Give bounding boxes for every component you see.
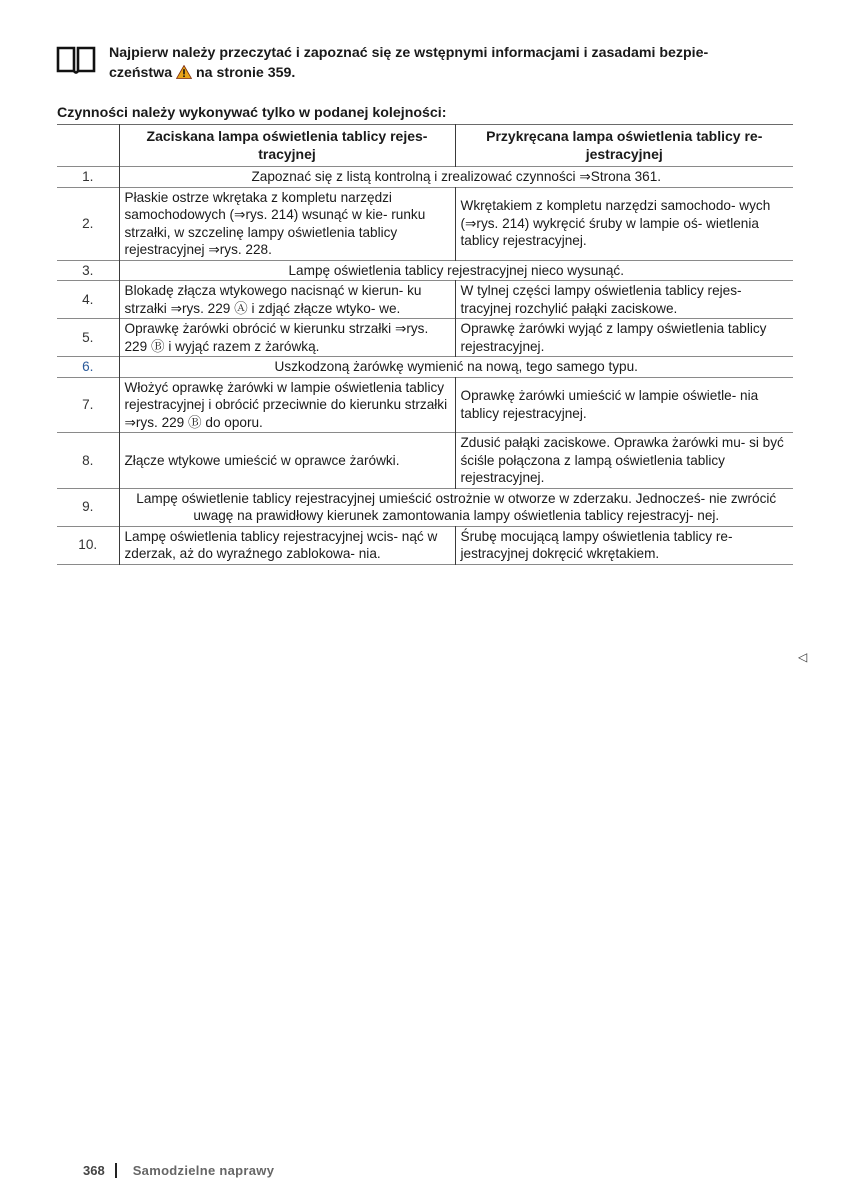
header-clamped-lamp: Zaciskana lampa oświetlenia tablicy rejes- tracyjnej xyxy=(119,125,455,167)
safety-notice xyxy=(55,43,795,83)
step-text-screwed: W tylnej części lampy oświetlenia tablicy rejes- tracyjnej rozchylić pałąki zaciskowe. xyxy=(455,281,793,319)
step-text-clamped: Złącze wtykowe umieścić w oprawce żarówki. xyxy=(119,433,455,489)
step-number: 7. xyxy=(82,397,94,412)
step-number: 6. xyxy=(82,359,94,374)
step-number: 10. xyxy=(78,537,98,553)
step-number: 2. xyxy=(82,215,94,231)
table-row xyxy=(57,187,793,260)
instruction-heading: Czynności należy wykonywać tylko w podanej kolejności: xyxy=(57,105,447,121)
notice-line-1: Najpierw należy przeczytać i zapoznać się ze wstępnymi informacjami i zasadami bezpie- xyxy=(109,45,709,61)
step-text-shared: Lampę oświetlenia tablicy rejestracyjnej nieco wysunąć. xyxy=(119,260,793,281)
warning-icon xyxy=(176,65,192,79)
footer-divider xyxy=(115,1163,117,1178)
table-row xyxy=(57,167,793,188)
step-number: 4. xyxy=(82,291,94,307)
step-text-screwed: Wkrętakiem z kompletu narzędzi samochodo- wych (⇒rys. 214) wykręcić śruby w lampie oś- wietlenia tablicy rejestracyjnej. xyxy=(455,187,793,260)
book-icon xyxy=(55,43,97,77)
table-header-row xyxy=(57,125,793,167)
table-row xyxy=(57,488,793,526)
steps-table xyxy=(57,124,793,565)
step-text-clamped: Blokadę złącza wtykowego nacisnąć w kierun- ku strzałki ⇒rys. 229 Ⓐ i zdjąć złącze wtyko- we. xyxy=(119,281,455,319)
step-number: 3. xyxy=(82,262,94,278)
step-text-shared: Uszkodzoną żarówkę wymienić na nową, tego samego typu. xyxy=(119,357,793,378)
notice-line-2-before: czeństwa xyxy=(109,65,173,81)
header-screwed-lamp: Przykręcana lampa oświetlenia tablicy re- jestracyjnej xyxy=(455,125,793,167)
step-text-shared: Lampę oświetlenie tablicy rejestracyjnej umieścić ostrożnie w otworze w zderzaku. Jednocześ- nie zwrócić uwagę na prawidłowy kierunek zamontowania lampy oświetlenia tablicy rejestracyj- nej. xyxy=(119,488,793,526)
table-row xyxy=(57,526,793,564)
step-text-screwed: Oprawkę żarówki umieścić w lampie oświetle- nia tablicy rejestracyjnej. xyxy=(455,377,793,433)
page-number: 368 xyxy=(83,1163,105,1178)
table-row xyxy=(57,260,793,281)
header-num-cell xyxy=(57,125,119,167)
footer-section-title: Samodzielne naprawy xyxy=(132,1163,275,1178)
step-number: 5. xyxy=(82,329,94,345)
step-text-clamped: Lampę oświetlenia tablicy rejestracyjnej wcis- nąć w zderzak, aż do wyraźnego zablokowa- nia. xyxy=(119,526,455,564)
step-text-clamped: Włożyć oprawkę żarówki w lampie oświetlenia tablicy rejestracyjnej i obrócić przeciwnie do kierunku strzałki ⇒rys. 229 Ⓑ do oporu. xyxy=(119,377,455,433)
notice-line-2 xyxy=(109,63,708,83)
section-end-icon: ◁ xyxy=(798,650,808,664)
step-text-clamped: Płaskie ostrze wkrętaka z kompletu narzędzi samochodowych (⇒rys. 214) wsunąć w kie- runku strzałki, w szczelinę lampy oświetlenia tablicy rejestracyjnej ⇒rys. 228. xyxy=(119,187,455,260)
step-1-text[interactable]: Zapoznać się z listą kontrolną i zrealizować czynności ⇒Strona 361. xyxy=(251,169,662,184)
step-number: 9. xyxy=(82,499,94,515)
step-text-screwed: Oprawkę żarówki wyjąć z lampy oświetlenia tablicy rejestracyjnej. xyxy=(455,319,793,357)
table-row xyxy=(57,281,793,319)
step-text-shared xyxy=(119,167,793,188)
page-footer xyxy=(83,1163,274,1178)
step-text-screwed: Zdusić pałąki zaciskowe. Oprawka żarówki mu- si być ściśle połączona z lampą oświetlenia tablicy rejestracyjnej. xyxy=(455,433,793,489)
table-row xyxy=(57,433,793,489)
step-text-clamped: Oprawkę żarówki obrócić w kierunku strzałki ⇒rys. 229 Ⓑ i wyjąć razem z żarówką. xyxy=(119,319,455,357)
step-number: 8. xyxy=(82,452,94,468)
table-row xyxy=(57,377,793,433)
table-row xyxy=(57,357,793,378)
step-text-screwed: Śrubę mocującą lampy oświetlenia tablicy re- jestracyjnej dokręcić wkrętakiem. xyxy=(455,526,793,564)
table-row xyxy=(57,319,793,357)
notice-page-link[interactable]: na stronie 359. xyxy=(196,65,296,81)
step-number: 1. xyxy=(82,169,94,184)
